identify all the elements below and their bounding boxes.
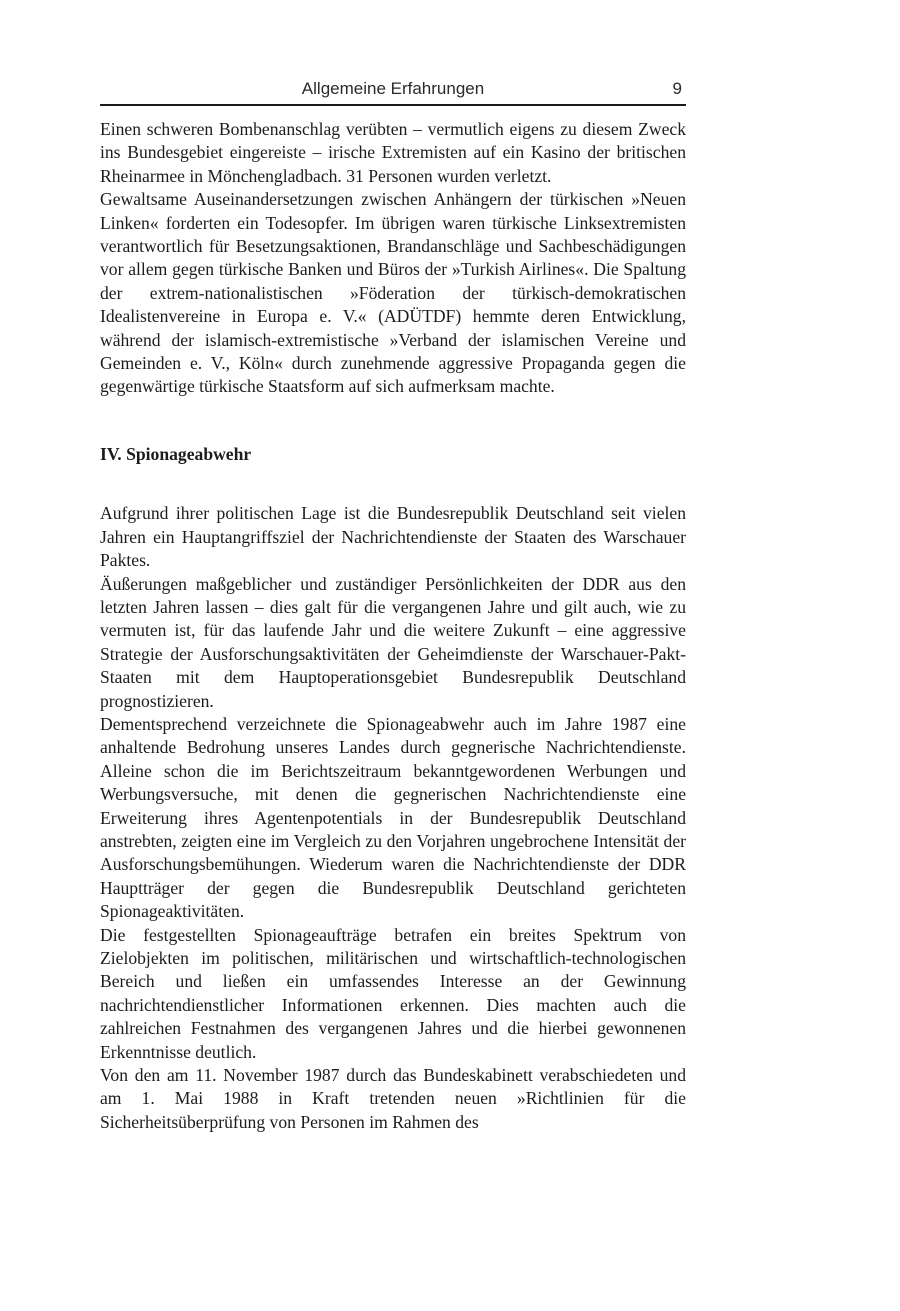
section-heading: IV. Spionageabwehr: [100, 443, 252, 464]
running-title: Allgemeine Erfahrungen: [301, 79, 485, 98]
running-head: [100, 78, 686, 100]
paragraph-political-situation: Aufgrund ihrer politischen Lage ist die Bundesrepublik Deutschland seit vielen Jahren ein Hauptangriffsziel der Nachrichtendienste der Staaten des Warschauer Paktes.: [100, 503, 686, 571]
paragraph-espionage-targets: Die festgestellten Spionageaufträge betrafen ein breites Spektrum von Zielobjekten im politischen, militärischen und wirtschaftlich-technologischen Bereich und ließen ein umfassendes Interesse an der Gewinnung nachrichtendienstlicher Informationen erkennen. Dies machten auch die zahlreichen Festnahmen des vergangenen Jahres und die hierbei gewonnenen Erkenntnisse deutlich.: [100, 924, 686, 1062]
book-page: [100, 78, 686, 1134]
paragraph-bombing: Einen schweren Bombenanschlag verübten – vermutlich eigens zu diesem Zweck ins Bundesgebiet eingereiste – irische Extremisten auf ein Kasino der britischen Rheinarmee in Mönchengladbach. 31 Personen wurden verletzt.: [100, 119, 686, 186]
header-rule: [100, 104, 686, 106]
paragraph-ddr-statements: Äußerungen maßgeblicher und zuständiger Persönlichkeiten der DDR aus den letzten Jahren lassen – dies galt für die vergangenen Jahre und gilt auch, wie zu vermuten ist, für das laufende Jahr und die weitere Zukunft – eine aggressive Strategie der Ausforschungsaktivitäten der Geheimdienste der Warschauer-Pakt-Staaten mit dem Hauptoperationsgebiet Bundesrepublik Deutschland prognostizieren.: [100, 573, 686, 711]
paragraph-turkish-extremists: Gewaltsame Auseinandersetzungen zwischen Anhängern der türkischen »Neuen Linken« forderten ein Todesopfer. Im übrigen waren türkische Linksextremisten verantwortlich für Besetzungsaktionen, Brandanschläge und Sachbeschädigungen vor allem gegen türkische Banken und Büros der »Turkish Airlines«. Die Spaltung der extrem-nationalistischen »Föderation der türkisch-demokratischen Idealistenvereine in Europa e. V.« (ADÜTDF) hemmte deren Entwicklung, während der islamisch-extremistische »Verband der islamischen Vereine und Gemeinden e. V., Köln« durch zunehmende aggressive Propaganda gegen die gegenwärtige türkische Staatsform auf sich aufmerksam machte.: [100, 189, 686, 397]
paragraph-1987-threat: Dementsprechend verzeichnete die Spionageabwehr auch im Jahre 1987 eine anhaltende Bedrohung unseres Landes durch gegnerische Nachrichtendienste. Alleine schon die im Berichtszeitraum bekanntgewordenen Werbungen und Werbungsversuche, mit denen die gegnerischen Nachrichtendienste eine Erweiterung ihres Agentenpotentials in der Bundesrepublik Deutschland anstrebten, zeigten eine im Vergleich zu den Vorjahren ungebrochene Intensität der Ausforschungsbemühungen. Wiederum waren die Nachrichtendienste der DDR Hauptträger der gegen die Bundesrepublik Deutschland gerichteten Spionageaktivitäten.: [100, 713, 686, 922]
page-number: 9: [672, 79, 682, 98]
paragraph-guidelines: Von den am 11. November 1987 durch das Bundeskabinett verabschiedeten und am 1. Mai 1988 in Kraft tretenden neuen »Richtlinien für die Sicherheitsüberprüfung von Personen im Rahmen des: [100, 1065, 686, 1132]
